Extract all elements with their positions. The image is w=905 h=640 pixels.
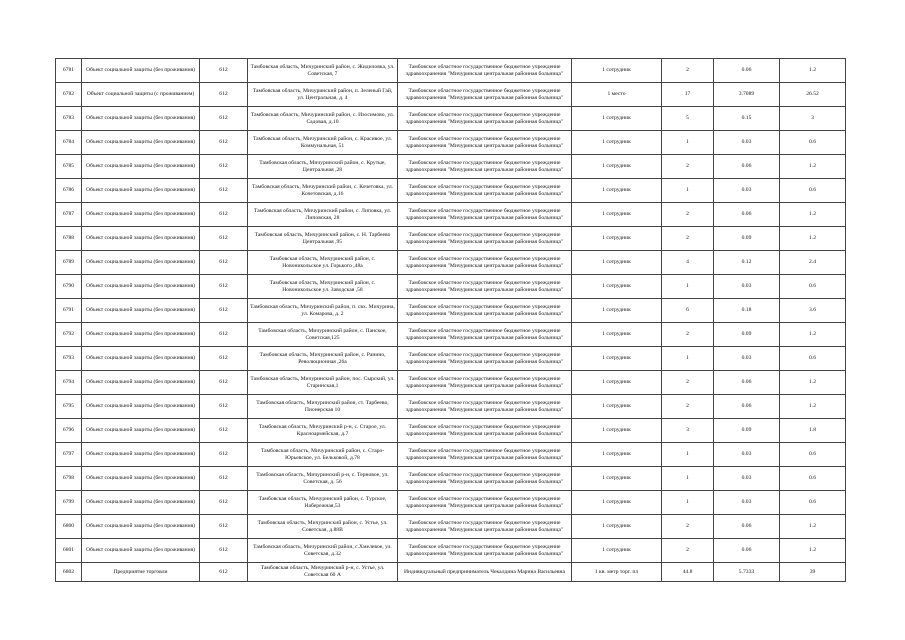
table-row xyxy=(56,491,846,515)
object-type-cell: Объект социальной защиты (с проживанием) xyxy=(82,83,200,107)
table-row xyxy=(56,539,846,563)
code-cell: 612 xyxy=(200,395,248,419)
quantity-cell: 2 xyxy=(662,227,714,251)
organization-cell: Тамбовское областное государственное бюджетное учреждение здравоохранения "Мичуринская центральная районная больница" xyxy=(398,299,572,323)
quantity-cell: 1 xyxy=(662,179,714,203)
value-b-cell: 0.6 xyxy=(780,131,846,155)
address-cell: Тамбовская область, Мичуринский район, с.Хмелевое, ул. Советская, д.32 xyxy=(248,539,398,563)
code-cell: 612 xyxy=(200,371,248,395)
value-b-cell: 1.2 xyxy=(780,395,846,419)
unit-cell: 1 сотрудник xyxy=(572,491,662,515)
object-type-cell: Объект социальной защиты (без проживания) xyxy=(82,371,200,395)
unit-cell: 1 сотрудник xyxy=(572,395,662,419)
value-a-cell: 0.18 xyxy=(714,299,780,323)
value-a-cell: 0.09 xyxy=(714,323,780,347)
value-a-cell: 0.09 xyxy=(714,227,780,251)
row-number-cell: 6793 xyxy=(56,347,82,371)
address-cell: Тамбовская область, Мичуринский район, п. Зеленый Гай, ул. Центральная, д. 4 xyxy=(248,83,398,107)
quantity-cell: 2 xyxy=(662,155,714,179)
value-a-cell: 0.03 xyxy=(714,491,780,515)
table-row xyxy=(56,299,846,323)
table-row xyxy=(56,275,846,299)
organization-cell: Тамбовское областное государственное бюджетное учреждение здравоохранения "Мичуринская центральная районная больница" xyxy=(398,107,572,131)
object-type-cell: Объект социальной защиты (без проживания) xyxy=(82,251,200,275)
value-b-cell: 1.2 xyxy=(780,227,846,251)
value-a-cell: 0.09 xyxy=(714,419,780,443)
address-cell: Тамбовская область, Мичуринский район, п. свх. Мичурина, ул. Комарова, д. 2 xyxy=(248,299,398,323)
row-number-cell: 6782 xyxy=(56,83,82,107)
table-body xyxy=(56,59,846,582)
table-row xyxy=(56,323,846,347)
quantity-cell: 1 xyxy=(662,347,714,371)
organization-cell: Тамбовское областное государственное бюджетное учреждение здравоохранения "Мичуринская центральная районная больница" xyxy=(398,347,572,371)
code-cell: 612 xyxy=(200,539,248,563)
object-type-cell: Объект социальной защиты (без проживания) xyxy=(82,275,200,299)
unit-cell: 1 сотрудник xyxy=(572,227,662,251)
organization-cell: Тамбовское областное государственное бюджетное учреждение здравоохранения "Мичуринская центральная районная больница" xyxy=(398,275,572,299)
table-row xyxy=(56,227,846,251)
unit-cell: 1 сотрудник xyxy=(572,467,662,491)
object-type-cell: Объект социальной защиты (без проживания) xyxy=(82,203,200,227)
code-cell: 612 xyxy=(200,203,248,227)
object-type-cell: Объект социальной защиты (без проживания) xyxy=(82,491,200,515)
quantity-cell: 2 xyxy=(662,371,714,395)
row-number-cell: 6797 xyxy=(56,443,82,467)
value-b-cell: 1.2 xyxy=(780,323,846,347)
value-a-cell: 0.06 xyxy=(714,395,780,419)
row-number-cell: 6781 xyxy=(56,59,82,83)
code-cell: 612 xyxy=(200,347,248,371)
value-b-cell: 0.6 xyxy=(780,491,846,515)
unit-cell: 1 сотрудник xyxy=(572,419,662,443)
value-b-cell: 1.2 xyxy=(780,59,846,83)
code-cell: 612 xyxy=(200,83,248,107)
value-a-cell: 0.06 xyxy=(714,371,780,395)
unit-cell: 1 сотрудник xyxy=(572,203,662,227)
value-a-cell: 0.12 xyxy=(714,251,780,275)
row-number-cell: 6783 xyxy=(56,107,82,131)
code-cell: 612 xyxy=(200,323,248,347)
address-cell: Тамбовская область, Мичуринский р-н, с. Старое, ул. Красноармейская, д.7 xyxy=(248,419,398,443)
value-a-cell: 0.15 xyxy=(714,107,780,131)
object-type-cell: Объект социальной защиты (без проживания) xyxy=(82,515,200,539)
quantity-cell: 2 xyxy=(662,395,714,419)
quantity-cell: 2 xyxy=(662,323,714,347)
unit-cell: 1 сотрудник xyxy=(572,299,662,323)
value-b-cell: 0.6 xyxy=(780,275,846,299)
quantity-cell: 17 xyxy=(662,83,714,107)
unit-cell: 1 сотрудник xyxy=(572,275,662,299)
unit-cell: 1 сотрудник xyxy=(572,131,662,155)
unit-cell: 1 сотрудник xyxy=(572,179,662,203)
value-b-cell: 1.2 xyxy=(780,203,846,227)
quantity-cell: 2 xyxy=(662,539,714,563)
organization-cell: Тамбовское областное государственное бюджетное учреждение здравоохранения "Мичуринская центральная районная больница" xyxy=(398,83,572,107)
table-row xyxy=(56,155,846,179)
object-type-cell: Объект социальной защиты (без проживания) xyxy=(82,395,200,419)
address-cell: Тамбовская область, Мичуринский район, с. Устье, ул. Советская, д.88В xyxy=(248,515,398,539)
quantity-cell: 1 xyxy=(662,275,714,299)
object-type-cell: Объект социальной защиты (без проживания) xyxy=(82,59,200,83)
code-cell: 612 xyxy=(200,155,248,179)
row-number-cell: 6794 xyxy=(56,371,82,395)
code-cell: 612 xyxy=(200,131,248,155)
organization-cell: Тамбовское областное государственное бюджетное учреждение здравоохранения "Мичуринская центральная районная больница" xyxy=(398,443,572,467)
code-cell: 612 xyxy=(200,251,248,275)
unit-cell: 1 сотрудник xyxy=(572,323,662,347)
quantity-cell: 6 xyxy=(662,299,714,323)
value-a-cell: 0.03 xyxy=(714,347,780,371)
address-cell: Тамбовская область, Мичуринский район, пос. Сырский, ул. Старинская,1 xyxy=(248,371,398,395)
value-b-cell: 1.2 xyxy=(780,371,846,395)
address-cell: Тамбовская область, Мичуринский район, с. Жидиловка, ул. Советская, 7 xyxy=(248,59,398,83)
object-type-cell: Объект социальной защиты (без проживания) xyxy=(82,299,200,323)
value-a-cell: 0.03 xyxy=(714,443,780,467)
value-a-cell: 0.03 xyxy=(714,179,780,203)
table-row xyxy=(56,395,846,419)
code-cell: 612 xyxy=(200,107,248,131)
organization-cell: Тамбовское областное государственное бюджетное учреждение здравоохранения "Мичуринская центральная районная больница" xyxy=(398,179,572,203)
object-type-cell: Объект социальной защиты (без проживания) xyxy=(82,467,200,491)
row-number-cell: 6798 xyxy=(56,467,82,491)
row-number-cell: 6799 xyxy=(56,491,82,515)
organization-cell: Тамбовское областное государственное бюджетное учреждение здравоохранения "Мичуринская центральная районная больница" xyxy=(398,491,572,515)
value-a-cell: 5.7333 xyxy=(714,563,780,582)
table-row xyxy=(56,179,846,203)
address-cell: Тамбовская область, Мичуринский район, с. Липовка, ул. Липовская, 28 xyxy=(248,203,398,227)
table-row xyxy=(56,419,846,443)
value-b-cell: 3.6 xyxy=(780,299,846,323)
quantity-cell: 1 xyxy=(662,491,714,515)
value-b-cell: 1.2 xyxy=(780,155,846,179)
value-a-cell: 0.06 xyxy=(714,515,780,539)
row-number-cell: 6802 xyxy=(56,563,82,582)
table-row xyxy=(56,347,846,371)
quantity-cell: 4 xyxy=(662,251,714,275)
organization-cell: Индивидуальный предприниматель Чекалдина Марина Васильевна xyxy=(398,563,572,582)
address-cell: Тамбовская область, Мичуринский район, с. Н. Тарбеево Центральная ,95 xyxy=(248,227,398,251)
row-number-cell: 6800 xyxy=(56,515,82,539)
object-type-cell: Объект социальной защиты (без проживания) xyxy=(82,539,200,563)
organization-cell: Тамбовское областное государственное бюджетное учреждение здравоохранения "Мичуринская центральная районная больница" xyxy=(398,59,572,83)
row-number-cell: 6796 xyxy=(56,419,82,443)
value-a-cell: 0.06 xyxy=(714,203,780,227)
unit-cell: 1 сотрудник xyxy=(572,539,662,563)
value-a-cell: 3.7089 xyxy=(714,83,780,107)
unit-cell: 1 сотрудник xyxy=(572,371,662,395)
object-type-cell: Объект социальной защиты (без проживания) xyxy=(82,131,200,155)
organization-cell: Тамбовское областное государственное бюджетное учреждение здравоохранения "Мичуринская центральная районная больница" xyxy=(398,395,572,419)
code-cell: 612 xyxy=(200,419,248,443)
value-b-cell: 1.2 xyxy=(780,515,846,539)
address-cell: Тамбовская область, Мичуринский район, с. Старо-Юрьевское, ул. Бельковой, д.78 xyxy=(248,443,398,467)
address-cell: Тамбовская область, Мичуринский район, с. Турское, Набережная,53 xyxy=(248,491,398,515)
object-type-cell: Объект социальной защиты (без проживания) xyxy=(82,323,200,347)
row-number-cell: 6792 xyxy=(56,323,82,347)
unit-cell: 1 место xyxy=(572,83,662,107)
row-number-cell: 6788 xyxy=(56,227,82,251)
row-number-cell: 6795 xyxy=(56,395,82,419)
row-number-cell: 6801 xyxy=(56,539,82,563)
value-b-cell: 0.6 xyxy=(780,467,846,491)
table-row xyxy=(56,107,846,131)
address-cell: Тамбовская область, Мичуринский район, с. Изосимово, ул. Садовая, д.10 xyxy=(248,107,398,131)
row-number-cell: 6786 xyxy=(56,179,82,203)
code-cell: 612 xyxy=(200,443,248,467)
value-b-cell: 1.8 xyxy=(780,419,846,443)
row-number-cell: 6790 xyxy=(56,275,82,299)
code-cell: 612 xyxy=(200,491,248,515)
quantity-cell: 2 xyxy=(662,59,714,83)
organization-cell: Тамбовское областное государственное бюджетное учреждение здравоохранения "Мичуринская центральная районная больница" xyxy=(398,467,572,491)
address-cell: Тамбовская область, Мичуринский район, ст. Тарбеево, Пионерская 10 xyxy=(248,395,398,419)
code-cell: 612 xyxy=(200,467,248,491)
row-number-cell: 6787 xyxy=(56,203,82,227)
row-number-cell: 6784 xyxy=(56,131,82,155)
object-type-cell: Объект социальной защиты (без проживания) xyxy=(82,419,200,443)
facility-table xyxy=(55,58,846,582)
address-cell: Тамбовская область, Мичуринский район, с. Крутые, Центральная ,28 xyxy=(248,155,398,179)
quantity-cell: 5 xyxy=(662,107,714,131)
object-type-cell: Объект социальной защиты (без проживания) xyxy=(82,179,200,203)
address-cell: Тамбовская область, Мичуринский район, с. Красивое, ул. Коммунальная, 51 xyxy=(248,131,398,155)
quantity-cell: 1 xyxy=(662,467,714,491)
object-type-cell: Предприятие торговли xyxy=(82,563,200,582)
address-cell: Тамбовская область, Мичуринский район, с. Ранино, Революционная ,26а xyxy=(248,347,398,371)
unit-cell: 1 сотрудник xyxy=(572,251,662,275)
row-number-cell: 6791 xyxy=(56,299,82,323)
code-cell: 612 xyxy=(200,227,248,251)
unit-cell: 1 сотрудник xyxy=(572,155,662,179)
row-number-cell: 6789 xyxy=(56,251,82,275)
organization-cell: Тамбовское областное государственное бюджетное учреждение здравоохранения "Мичуринская центральная районная больница" xyxy=(398,131,572,155)
table-row xyxy=(56,563,846,582)
table-row xyxy=(56,59,846,83)
unit-cell: 1 сотрудник xyxy=(572,59,662,83)
unit-cell: 1 сотрудник xyxy=(572,443,662,467)
unit-cell: 1 кв. метр торг. пл xyxy=(572,563,662,582)
row-number-cell: 6785 xyxy=(56,155,82,179)
organization-cell: Тамбовское областное государственное бюджетное учреждение здравоохранения "Мичуринская центральная районная больница" xyxy=(398,515,572,539)
organization-cell: Тамбовское областное государственное бюджетное учреждение здравоохранения "Мичуринская центральная районная больница" xyxy=(398,155,572,179)
value-b-cell: 3 xyxy=(780,107,846,131)
table-row xyxy=(56,203,846,227)
organization-cell: Тамбовское областное государственное бюджетное учреждение здравоохранения "Мичуринская центральная районная больница" xyxy=(398,419,572,443)
object-type-cell: Объект социальной защиты (без проживания) xyxy=(82,155,200,179)
organization-cell: Тамбовское областное государственное бюджетное учреждение здравоохранения "Мичуринская центральная районная больница" xyxy=(398,251,572,275)
value-b-cell: 2.4 xyxy=(780,251,846,275)
quantity-cell: 3 xyxy=(662,419,714,443)
unit-cell: 1 сотрудник xyxy=(572,347,662,371)
organization-cell: Тамбовское областное государственное бюджетное учреждение здравоохранения "Мичуринская центральная районная больница" xyxy=(398,539,572,563)
quantity-cell: 2 xyxy=(662,203,714,227)
address-cell: Тамбовская область, Мичуринский р-н, с. Терновое, ул. Советская, д. 56 xyxy=(248,467,398,491)
value-b-cell: 1.2 xyxy=(780,539,846,563)
object-type-cell: Объект социальной защиты (без проживания) xyxy=(82,107,200,131)
value-b-cell: 39 xyxy=(780,563,846,582)
table-row xyxy=(56,443,846,467)
table-row xyxy=(56,467,846,491)
value-b-cell: 0.6 xyxy=(780,347,846,371)
object-type-cell: Объект социальной защиты (без проживания) xyxy=(82,227,200,251)
address-cell: Тамбовская область, Мичуринский р-н, с. Устье, ул. Советская 60 А xyxy=(248,563,398,582)
value-a-cell: 0.06 xyxy=(714,59,780,83)
code-cell: 612 xyxy=(200,563,248,582)
organization-cell: Тамбовское областное государственное бюджетное учреждение здравоохранения "Мичуринская центральная районная больница" xyxy=(398,203,572,227)
code-cell: 612 xyxy=(200,275,248,299)
object-type-cell: Объект социальной защиты (без проживания) xyxy=(82,443,200,467)
quantity-cell: 1 xyxy=(662,131,714,155)
address-cell: Тамбовская область, Мичуринский район, с. Новоникольское ул. Заводская ,58 xyxy=(248,275,398,299)
address-cell: Тамбовская область, Мичуринский район, с. Новоникольское ул. Горького ,48а xyxy=(248,251,398,275)
code-cell: 612 xyxy=(200,515,248,539)
value-a-cell: 0.03 xyxy=(714,131,780,155)
table-row xyxy=(56,515,846,539)
code-cell: 612 xyxy=(200,299,248,323)
value-b-cell: 26.52 xyxy=(780,83,846,107)
code-cell: 612 xyxy=(200,179,248,203)
organization-cell: Тамбовское областное государственное бюджетное учреждение здравоохранения "Мичуринская центральная районная больница" xyxy=(398,371,572,395)
address-cell: Тамбовская область, Мичуринский район, с. Панское, Советская,125 xyxy=(248,323,398,347)
table-row xyxy=(56,371,846,395)
value-a-cell: 0.03 xyxy=(714,467,780,491)
unit-cell: 1 сотрудник xyxy=(572,107,662,131)
organization-cell: Тамбовское областное государственное бюджетное учреждение здравоохранения "Мичуринская центральная районная больница" xyxy=(398,323,572,347)
quantity-cell: 44.8 xyxy=(662,563,714,582)
table-row xyxy=(56,131,846,155)
code-cell: 612 xyxy=(200,59,248,83)
unit-cell: 1 сотрудник xyxy=(572,515,662,539)
table-row xyxy=(56,83,846,107)
value-b-cell: 0.6 xyxy=(780,179,846,203)
value-a-cell: 0.03 xyxy=(714,275,780,299)
quantity-cell: 1 xyxy=(662,443,714,467)
quantity-cell: 2 xyxy=(662,515,714,539)
table-row xyxy=(56,251,846,275)
organization-cell: Тамбовское областное государственное бюджетное учреждение здравоохранения "Мичуринская центральная районная больница" xyxy=(398,227,572,251)
object-type-cell: Объект социальной защиты (без проживания) xyxy=(82,347,200,371)
address-cell: Тамбовская область, Мичуринский район, с. Кочетовка, ул. Кочетовская, д.16 xyxy=(248,179,398,203)
value-a-cell: 0.06 xyxy=(714,539,780,563)
value-a-cell: 0.06 xyxy=(714,155,780,179)
value-b-cell: 0.6 xyxy=(780,443,846,467)
